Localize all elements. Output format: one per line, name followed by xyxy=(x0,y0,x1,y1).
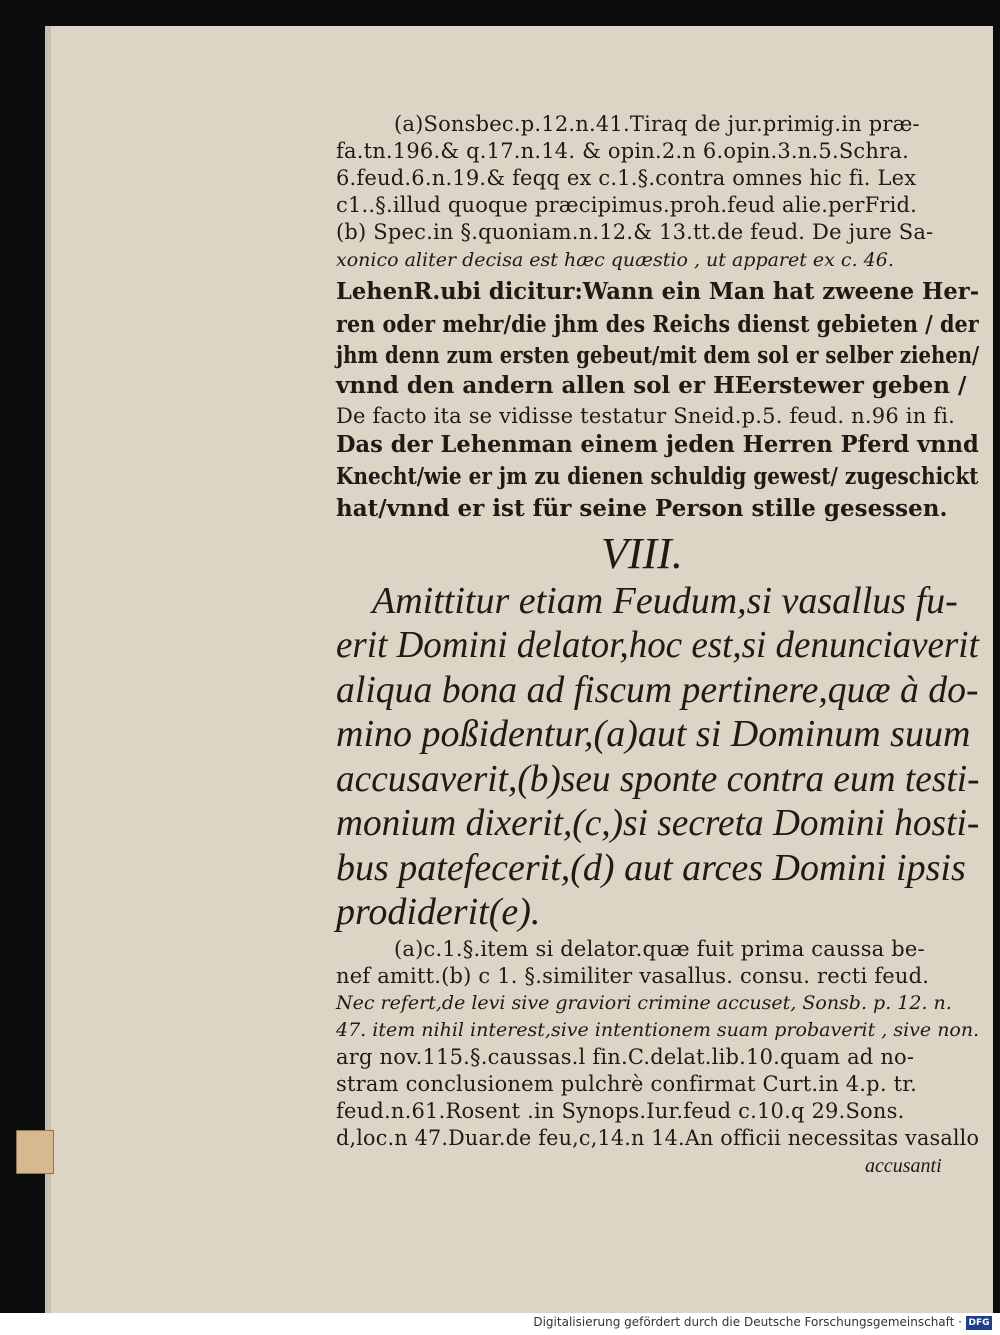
footnote-line: xonico aliter decisa est hæc quæstio , ut apparet ex c. 46. xyxy=(336,249,894,271)
footnote-line: Nec refert,de levi sive graviori crimine accuset, Sonsb. p. 12. n. xyxy=(336,992,952,1014)
footnote-line: d,loc.n 47.Duar.de feu,c,14.n 14.An officii necessitas vasallo xyxy=(336,1126,980,1150)
german-text-line: Knecht/wie er jm zu dienen schuldig gewest/ zugeschickt xyxy=(336,463,979,490)
footnote-line: (b) Spec.in §.quoniam.n.12.& 13.tt.de feud. De jure Sa- xyxy=(336,220,934,244)
footnote-line: De facto ita se vidisse testatur Sneid.p.5. feud. n.96 in fi. xyxy=(336,404,956,428)
dfg-credit-text: Digitalisierung gefördert durch die Deutsche Forschungsgemeinschaft · xyxy=(533,1315,962,1329)
german-text-line: Das der Lehenman einem jeden Herren Pferd vnnd xyxy=(336,431,979,458)
footnote-line: fa.tn.196.& q.17.n.14. & opin.2.n 6.opin.3.n.5.Schra. xyxy=(336,139,909,163)
footnote-line: stram conclusionem pulchrè confirmat Curt.in 4.p. tr. xyxy=(336,1072,918,1096)
page-tab-marker xyxy=(16,1130,54,1174)
dfg-logo: DFG xyxy=(966,1316,992,1330)
main-text-line: mino poßidentur,(a)aut si Dominum suum xyxy=(336,713,971,755)
digitization-footer xyxy=(0,1313,1000,1335)
footnote-line: arg nov.115.§.caussas.l fin.C.delat.lib.10.quam ad no- xyxy=(336,1045,915,1069)
footnote-line: (a)c.1.§.item si delator.quæ fuit prima caussa be- xyxy=(394,937,925,961)
german-text-line: LehenR.ubi dicitur:Wann ein Man hat zweene Her- xyxy=(336,278,980,305)
main-text-line: accusaverit,(b)seu sponte contra eum testi- xyxy=(336,758,980,800)
main-text-line: bus patefecerit,(d) aut arces Domini ipsis xyxy=(336,847,966,889)
main-text-line: prodiderit(e). xyxy=(336,891,541,933)
footnote-line: 47. item nihil interest,sive intentionem suam probaverit , sive non. xyxy=(336,1019,980,1041)
page-gutter-shadow xyxy=(45,26,51,1313)
german-text-line: ren oder mehr/die jhm des Reichs dienst gebieten / der xyxy=(336,311,979,338)
section-heading: VIII. xyxy=(601,529,683,578)
german-text-line: hat/vnnd er ist für seine Person stille gesessen. xyxy=(336,495,948,522)
main-text-line: aliqua bona ad fiscum pertinere,quæ à do- xyxy=(336,669,979,711)
footnote-line: (a)Sonsbec.p.12.n.41.Tiraq de jur.primig.in præ- xyxy=(394,112,920,136)
main-text-line: erit Domini delator,hoc est,si denunciaverit xyxy=(336,624,979,666)
main-text-line: Amittitur etiam Feudum,si vasallus fu- xyxy=(372,580,958,622)
german-text-line: jhm denn zum ersten gebeut/mit dem sol er selber ziehen/ xyxy=(336,342,980,369)
german-text-line: vnnd den andern allen sol er HEerstewer geben / xyxy=(336,372,967,399)
footnote-line: c1..§.illud quoque præcipimus.proh.feud alie.perFrid. xyxy=(336,193,918,217)
book-page xyxy=(45,26,993,1313)
footnote-line: 6.feud.6.n.19.& feqq ex c.1.§.contra omnes hic fi. Lex xyxy=(336,166,917,190)
footnote-line: feud.n.61.Rosent .in Synops.Iur.feud c.10.q 29.Sons. xyxy=(336,1099,905,1123)
catchword: accusanti xyxy=(865,1155,942,1177)
main-text-line: monium dixerit,(c,)si secreta Domini hosti- xyxy=(336,802,980,844)
footnote-line: nef amitt.(b) c 1. §.similiter vasallus. consu. recti feud. xyxy=(336,964,930,988)
